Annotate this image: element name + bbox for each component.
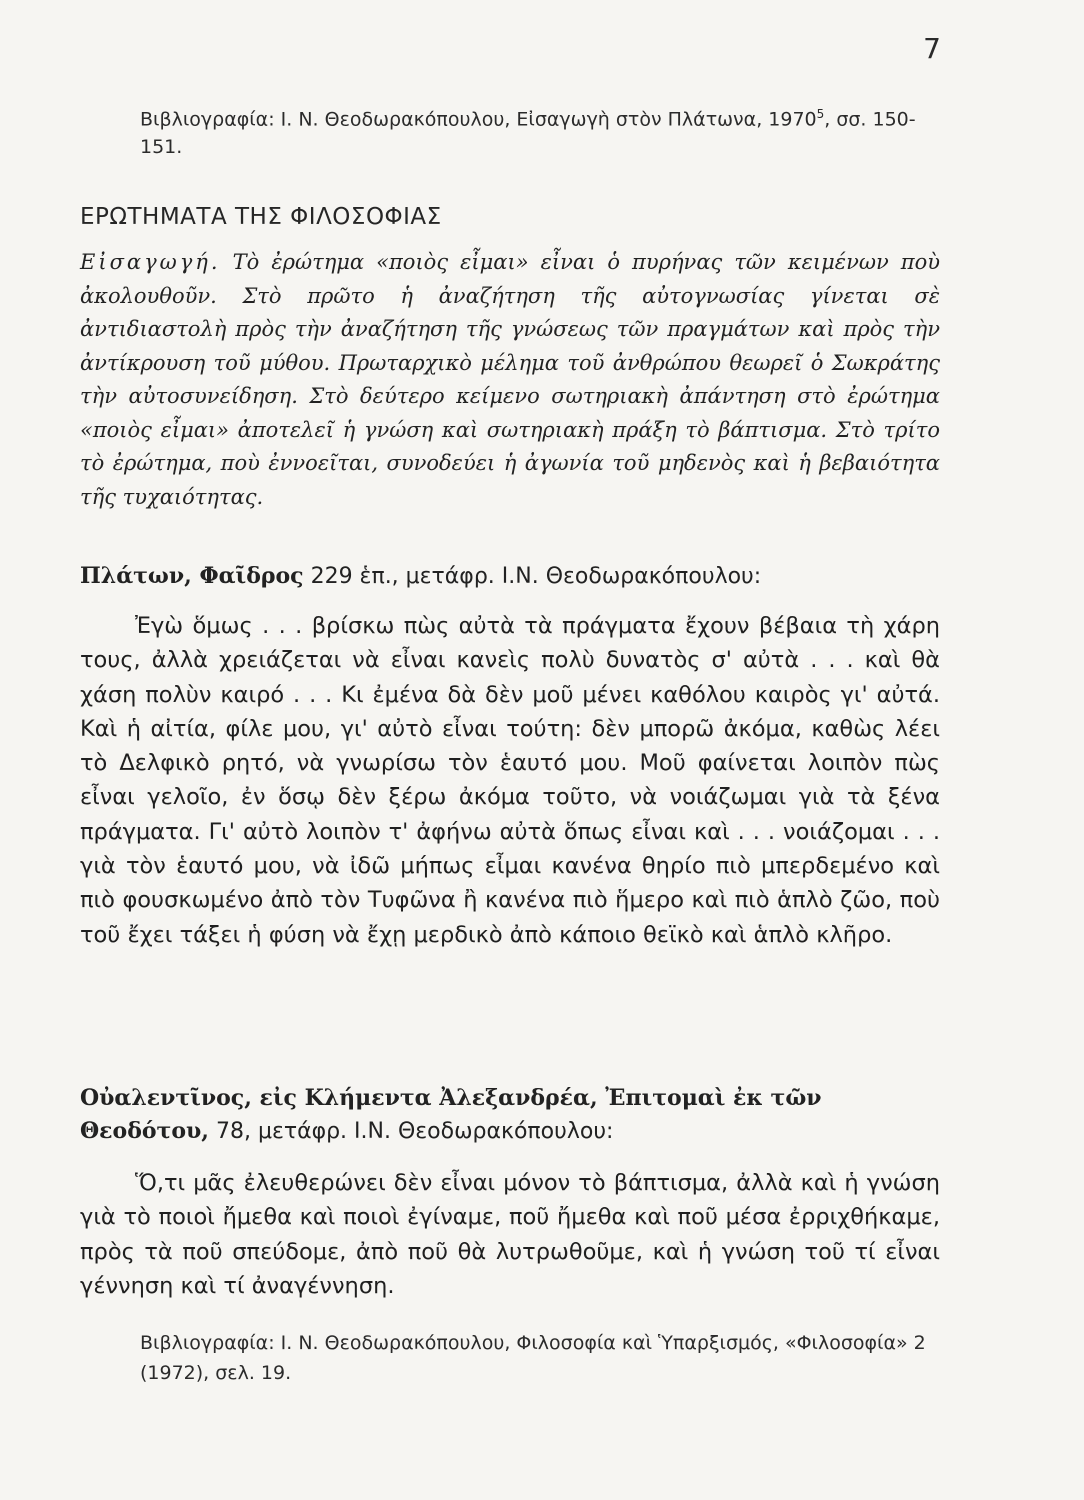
top-bibliography bbox=[140, 100, 940, 161]
introduction-text: Τὸ ἐρώτημα «ποιὸς εἶμαι» εἶναι ὁ πυρήνας τῶν κειμένων ποὺ ἀκολουθοῦν. Στὸ πρῶτο ἡ ἀναζήτηση τῆς αὐτογνωσίας γίνεται σὲ ἀντιδιαστολὴ πρὸς τὴν ἀναζήτηση τῆς γνώσεως τῶν πραγμάτων καὶ πρὸς τὴν ἀντίκρουση τοῦ μύθου. Πρωταρχικὸ μέλημα τοῦ ἀνθρώπου θεωρεῖ ὁ Σωκράτης τὴν αὐτοσυνείδηση. Στὸ δεύτερο κείμενο σωτηριακὴ ἀπάντηση στὸ ἐρώτημα «ποιὸς εἶμαι» ἀποτελεῖ ἡ γνώση καὶ σωτηριακὴ πράξη τὸ βάπτισμα. Στὸ τρίτο τὸ ἐρώτημα, ποὺ ἐννοεῖται, συνοδεύει ἡ ἀγωνία τοῦ μηδενὸς καὶ ἡ βεβαιότητα τῆς τυχαιότητας. bbox=[80, 250, 940, 509]
top-bibliography-pages: , σσ. 150-151. bbox=[140, 108, 916, 159]
edition-superscript: 5 bbox=[816, 107, 825, 121]
source-heading-plato bbox=[80, 560, 940, 593]
quote-plato bbox=[80, 609, 940, 952]
quote-plato-text: Ἐγὼ ὅμως . . . βρίσκω πὼς αὐτὰ τὰ πράγματα ἔχουν βέβαια τὴ χάρη τους, ἀλλὰ χρειάζεται νὰ εἶναι κανεὶς πολὺ δυνατὸς σ' αὐτὰ . . . καὶ θὰ χάση πολὺν καιρό . . . Κι ἐμένα δὰ δὲν μοῦ μένει καθόλου καιρὸς γι' αὐτά. Καὶ ἡ αἰτία, φίλε μου, γι' αὐτὸ εἶναι τούτη: δὲν μπορῶ ἀκόμα, καθὼς λέει τὸ Δελφικὸ ρητό, νὰ γνωρίσω τὸν ἑαυτό μου. Μοῦ φαίνεται λοιπὸν πὼς εἶναι γελοῖο, ἐν ὅσῳ δὲν ξέρω ἀκόμα τοῦτο, νὰ νοιάζωμαι γιὰ τὰ ξένα πράγματα. Γι' αὐτὸ λοιπὸν τ' ἀφήνω αὐτὰ ὅπως εἶναι καὶ . . . νοιάζομαι . . . γιὰ τὸν ἑαυτό μου, νὰ ἰδῶ μήπως εἶμαι κανένα θηρίο πιὸ μπερδεμένο καὶ πιὸ φουσκωμένο ἀπὸ τὸν Τυφῶνα ἢ κανένα πιὸ ἥμερο καὶ πιὸ ἁπλὸ ζῶο, ποὺ τοῦ ἔχει τάξει ἡ φύση νὰ ἔχῃ μερδικὸ ἀπὸ κάποιο θεϊκὸ καὶ ἁπλὸ κλῆρο. bbox=[80, 613, 940, 948]
introduction-label: Εἰσαγωγή. bbox=[80, 250, 221, 274]
source-reference-valentinus: 78, μετάφρ. Ι.Ν. Θεοδωρακόπουλου: bbox=[208, 1119, 614, 1144]
source-heading-valentinus bbox=[80, 1082, 940, 1148]
page-number: 7 bbox=[923, 32, 941, 65]
quote-valentinus bbox=[80, 1166, 940, 1303]
bottom-bibliography: Βιβλιογραφία: Ι. Ν. Θεοδωρακόπουλου, Φιλοσοφία καὶ Ὑπαρξισμός, «Φιλοσοφία» 2 (1972), σελ. 19. bbox=[140, 1332, 926, 1384]
section-title: ΕΡΩΤΗΜΑΤΑ ΤΗΣ ΦΙΛΟΣΟΦΙΑΣ bbox=[80, 204, 442, 230]
source-author-valentinus: Οὐαλεντῖνος, εἰς Κλήμεντα Ἀλεξανδρέα, Ἐπιτομαὶ ἐκ τῶν Θεοδότου, bbox=[80, 1085, 822, 1144]
top-bibliography-text: Βιβλιογραφία: Ι. Ν. Θεοδωρακόπουλου, Εἰσαγωγὴ στὸν Πλάτωνα, 1970 bbox=[140, 108, 817, 131]
source-reference-plato: 229 ἑπ., μετάφρ. Ι.Ν. Θεοδωρακόπουλου: bbox=[303, 564, 762, 589]
source-author-plato: Πλάτων, Φαῖδρος bbox=[80, 563, 304, 589]
quote-valentinus-text: Ὅ,τι μᾶς ἐλευθερώνει δὲν εἶναι μόνον τὸ βάπτισμα, ἀλλὰ καὶ ἡ γνώση γιὰ τὸ ποιοὶ ἤμεθα καὶ ποιοὶ ἐγίναμε, ποῦ ἤμεθα καὶ ποῦ μέσα ἐρριχθήκαμε, πρὸς τὰ ποῦ σπεύδομε, ἀπὸ ποῦ θὰ λυτρωθοῦμε, καὶ ἡ γνώση τοῦ τί εἶναι γέννηση καὶ τί ἀναγέννηση. bbox=[80, 1170, 940, 1299]
introduction-summary bbox=[80, 246, 940, 514]
